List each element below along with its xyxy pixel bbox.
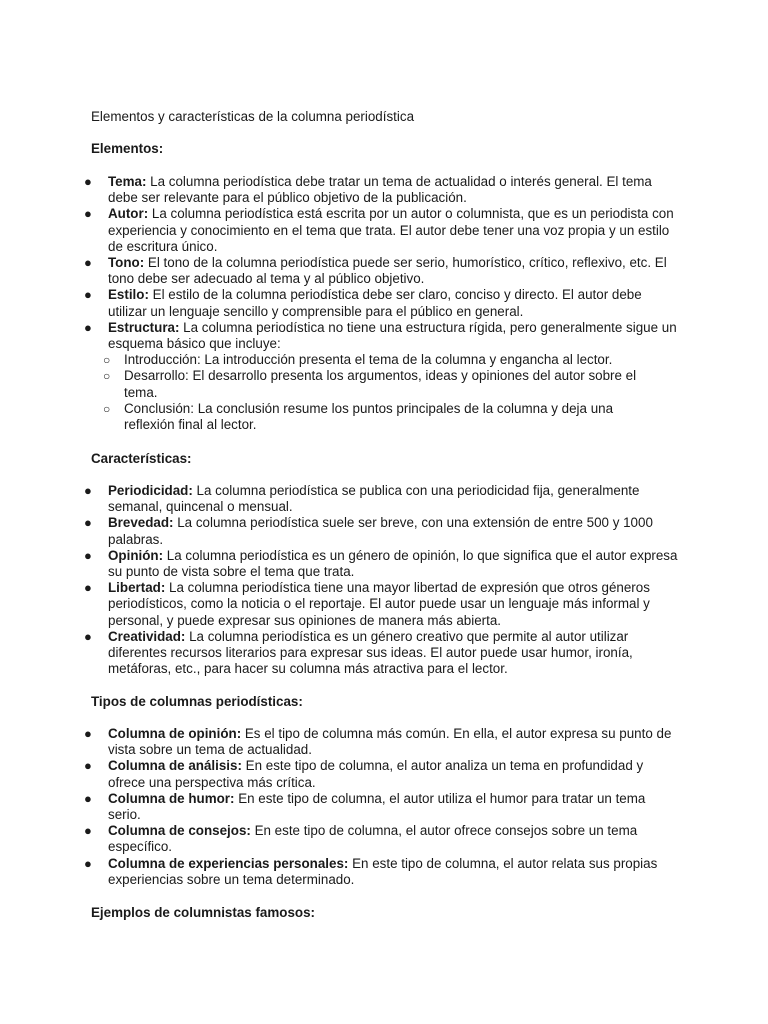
bullet-icon: ● <box>84 483 92 498</box>
bullet-icon: ● <box>84 287 92 303</box>
list-item <box>0 483 678 515</box>
sublist-item <box>103 400 654 433</box>
item-text: La columna periodística es un género de opinión, lo que significa que el autor expresa su punto de vista sobre el tema que trata. <box>108 547 678 580</box>
item-text: En este tipo de columna, el autor relata sus propias experiencias sobre un tema determinado. <box>108 855 658 887</box>
bullet-icon: ● <box>84 823 92 839</box>
list-item <box>0 856 678 888</box>
bullet-icon: ● <box>84 319 92 335</box>
section-heading-elementos: Elementos: <box>91 141 164 156</box>
sublist-estructura <box>103 352 678 433</box>
item-term: Estructura: <box>108 319 180 335</box>
bullet-icon: ● <box>84 790 92 806</box>
section-heading-ejemplos: Ejemplos de columnistas famosos: <box>91 905 315 920</box>
item-term: Opinión: <box>108 547 164 563</box>
item-text: La columna periodística está escrita por un autor o columnista, que es un periodista con experiencia y conocimiento en el tema que trata. El autor debe tener una voz propia y un estilo de escritura único. <box>108 206 674 254</box>
bullet-icon: ● <box>84 580 92 596</box>
item-text: La columna periodística debe tratar un tema de actualidad o interés general. El tema debe ser relevante para el público objetivo de la publicación. <box>108 174 652 206</box>
item-text: En este tipo de columna, el autor analiza un tema en profundidad y ofrece una perspectiva más crítica. <box>108 758 644 790</box>
item-term: Creatividad: <box>108 628 186 644</box>
item-term: Columna de experiencias personales: <box>108 855 349 871</box>
item-term: Columna de humor: <box>108 790 235 806</box>
bullet-icon: ● <box>84 726 92 741</box>
circle-bullet-icon: ○ <box>103 353 111 368</box>
bullet-icon: ● <box>84 855 92 871</box>
document-title: Elementos y características de la columna periodística <box>91 109 415 124</box>
bullet-icon: ● <box>84 758 92 774</box>
item-term: Libertad: <box>108 580 166 596</box>
subitem-text: Conclusión: La conclusión resume los puntos principales de la columna y deja una reflexión final al lector. <box>124 400 614 433</box>
item-text: La columna periodística suele ser breve, con una extensión de entre 500 y 1000 palabras. <box>108 515 653 547</box>
list-item <box>0 515 678 547</box>
item-term: Autor: <box>108 206 149 222</box>
list-item <box>0 320 678 433</box>
bullet-icon: ● <box>84 206 92 222</box>
item-term: Periodicidad: <box>108 483 193 498</box>
item-text: Es el tipo de columna más común. En ella, el autor expresa su punto de vista sobre un tema de actualidad. <box>108 726 672 758</box>
list-item <box>0 255 678 287</box>
subitem-text: Desarrollo: El desarrollo presenta los argumentos, ideas y opiniones del autor sobre el tema. <box>124 368 637 400</box>
list-item <box>0 206 678 255</box>
item-text: La columna periodística tiene una mayor libertad de expresión que otros géneros periodísticos, como la noticia o el reportaje. El autor puede usar un lenguaje más informal y personal, y puede expresar sus opiniones de manera más abierta. <box>108 580 650 628</box>
section-heading-caracteristicas: Características: <box>91 451 192 466</box>
list-item <box>0 287 678 319</box>
list-item <box>0 758 678 790</box>
item-text: En este tipo de columna, el autor utiliza el humor para tratar un tema serio. <box>108 790 646 823</box>
list-item <box>0 580 678 629</box>
item-term: Estilo: <box>108 287 149 303</box>
circle-bullet-icon: ○ <box>103 369 111 384</box>
item-text: La columna periodística se publica con una periodicidad fija, generalmente semanal, quincenal o mensual. <box>108 483 640 515</box>
bullet-icon: ● <box>84 547 92 563</box>
item-text: La columna periodística es un género creativo que permite al autor utilizar diferentes recursos literarios para expresar sus ideas. El autor puede usar humor, ironía, metáforas, etc., para hacer su columna más atractiva para el lector. <box>108 628 633 677</box>
bullet-icon: ● <box>84 255 92 271</box>
item-text: El tono de la columna periodística puede ser serio, humorístico, crítico, reflexivo, etc. El tono debe ser adecuado al tema y al público objetivo. <box>108 255 667 287</box>
list-item <box>0 726 678 758</box>
item-term: Columna de análisis: <box>108 758 242 774</box>
item-text: En este tipo de columna, el autor ofrece consejos sobre un tema específico. <box>108 823 638 855</box>
bullet-icon: ● <box>84 174 92 189</box>
list-item <box>0 791 678 823</box>
bullet-icon: ● <box>84 628 92 644</box>
sublist-item <box>103 368 654 400</box>
item-text: El estilo de la columna periodística debe ser claro, conciso y directo. El autor debe utilizar un lenguaje sencillo y comprensible para el público en general. <box>108 287 642 319</box>
list-item <box>0 548 678 580</box>
bullet-icon: ● <box>84 515 92 531</box>
list-elementos <box>0 174 768 433</box>
subitem-text: Introducción: La introducción presenta el tema de la columna y engancha al lector. <box>124 352 613 368</box>
circle-bullet-icon: ○ <box>103 401 111 416</box>
section-heading-tipos: Tipos de columnas periodísticas: <box>91 694 303 709</box>
item-term: Columna de consejos: <box>108 823 251 839</box>
list-item <box>0 823 678 855</box>
item-text: La columna periodística no tiene una estructura rígida, pero generalmente sigue un esquema básico que incluye: <box>108 319 677 352</box>
list-tipos <box>0 726 768 888</box>
item-term: Brevedad: <box>108 515 174 531</box>
list-item <box>0 174 678 206</box>
item-term: Columna de opinión: <box>108 726 242 741</box>
item-term: Tono: <box>108 255 145 271</box>
list-caracteristicas <box>0 483 768 677</box>
list-item <box>0 629 678 678</box>
sublist-item <box>103 352 654 368</box>
item-term: Tema: <box>108 174 147 189</box>
